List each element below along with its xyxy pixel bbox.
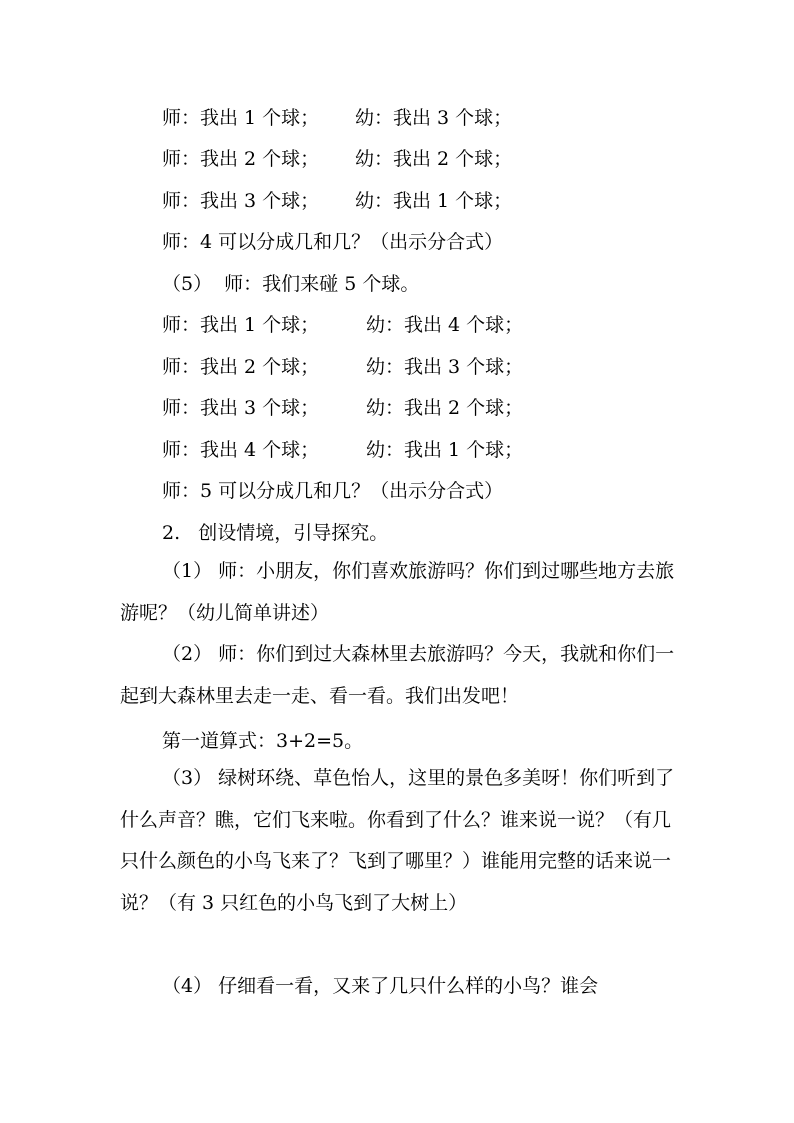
paragraph: （1） 师：小朋友，你们喜欢旅游吗？你们到过哪些地方去旅游呢？（幼儿简单讲述） [120, 560, 675, 624]
dialogue-line-child: 幼：我出 3 个球； [366, 356, 524, 378]
dialogue-line-teacher: 师：我出 3 个球； [162, 397, 320, 419]
paragraph: （3） 绿树环绕、草色怡人，这里的景色多美呀！你们听到了什么声音？瞧，它们飞来啦。你看到了什么？谁来说一说？（有几只什么颜色的小鸟飞来了？飞到了哪里？）谁能用完整的话来说一说？（有 3 只红色的小鸟飞到了大树上） [120, 767, 675, 914]
dialogue-line-teacher: 师：我出 1 个球； [162, 314, 320, 336]
section-heading: 2. 创设情境，引导探究。 [162, 522, 389, 544]
summary-line: 师：5 可以分成几和几？（出示分合式） [162, 480, 504, 502]
dialogue-line-child: 幼：我出 1 个球； [366, 439, 524, 461]
dialogue-line-teacher: 师：我出 2 个球； [162, 148, 320, 170]
dialogue-line-child: 幼：我出 2 个球； [366, 397, 524, 419]
dialogue-line-teacher: 师：我出 1 个球； [162, 107, 320, 129]
dialogue-line-teacher: 师：我出 2 个球； [162, 356, 320, 378]
step-heading: （5） 师：我们来碰 5 个球。 [162, 273, 420, 295]
dialogue-line-teacher: 师：我出 3 个球； [162, 190, 320, 212]
formula-line: 第一道算式：3+2=5。 [162, 730, 364, 752]
dialogue-line-teacher: 师：我出 4 个球； [162, 439, 320, 461]
dialogue-line-child: 幼：我出 4 个球； [366, 314, 524, 336]
dialogue-line-child: 幼：我出 2 个球； [355, 148, 513, 170]
summary-line: 师：4 可以分成几和几？（出示分合式） [162, 231, 504, 253]
paragraph: （4） 仔细看一看，又来了几只什么样的小鸟？谁会 [162, 975, 599, 997]
dialogue-line-child: 幼：我出 1 个球； [355, 190, 513, 212]
dialogue-line-child: 幼：我出 3 个球； [355, 107, 513, 129]
paragraph: （2） 师：你们到过大森林里去旅游吗？今天，我就和你们一起到大森林里去走一走、看一看。我们出发吧！ [120, 643, 675, 707]
